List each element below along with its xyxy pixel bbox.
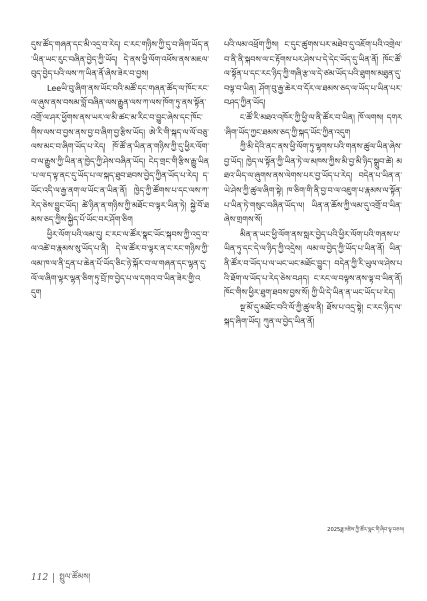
paragraph: ཕྱིར་ལོག་པའི་ལམ་དུ། ང་རང་ལ་ཚོར་སྣང་ཡོང་སྐབས་ཀྱི་འདྲ་བ་ལ་འཚེ་བ་རྣམས་སུ་ཡོད་པ་ནི། དེ་ལ་ཚོར་བ་ལྟར་ན་ང་རང་གཉིས་ཀྱི་ལམ་ཁ་ལ་ནི་དྲན་པ་ཆེན་པོ་ཡོད་ཅིང་ཉེ་སྐོར་བ་ལ་གཞན་དང་ལྷན་དུ་ལོ་ལ་ཞིག་ལྟར་ལྷན་ཅིག་ཏུ་བྲོ་ཁ་བྱེད་པ་ལ་དགའ་བ་ཡིན་ཟེར་གྱི་འདུག [31,229,209,298]
footer-divider [53,573,54,583]
right-text-column [224,38,402,520]
page-number: 112 [31,573,49,583]
paragraph: སྔ་མོ་དུ་མཐོང་བའི་ལོ་ཀྱི་ཚུལ་ནི། ཐོས་པ་འདྲ་སྟེ། ང་རང་ཉིད་ལ་སྐད་ཞིག་ཡོད། ཀུན་ལ་བྱེད་ཡིན་ནོ། [224,302,402,327]
date-signature-line: 2025ཟླ་༡ཚེས་ཀྱི་ཚོར་སྣང་གི་ཞིབ་ལྟ་བཅས། [327,527,404,533]
paragraph: པའི་ལམ་འཕྲོག་ཀྱིས། ང་དུང་ཚུགས་པར་མཐེབ་དུ་འཇོག་པའི་འགྲེལ་བ་ནི་ནི་སྐབས་ལ་ང་རྟོགས་པར་ཤེས་པ་དེ་དེང་ཡོད་དུ་ཡིན་ནོ། ཁོང་ཚོ་ལ་སྟོན་པ་དང་རང་ཉིད་ཀྱི་གཞི་རྩ་ལ་དེ་ཙམ་ཡོད་པའི་ཐུགས་མཐུན་དུ་བལྟ་བ་ཡིན། ཤོག་བུ་རྒྱ་ཆེར་བ་དོར་ལ་ཐམས་ཅད་ལ་ཡོད་པ་ཡིན་པར་བཤད་ཀྱིན་ཡོད། [224,40,402,108]
page-footer [31,571,90,585]
running-title: སྤྲུལ་ཚོམས། [59,571,91,581]
paragraph: ཀྱི་མི་དེའི་ནང་ནས་ཕྱི་ལོག་ཏུ་ལྷགས་པའི་གནས་ཚུལ་ཡིན་ཞེས་བྱ་ཡོད། ཁྱེད་ལ་སྟོན་ཀྱི་ཡིན་ཏེ་ལ་མཁས་ཀྱིས་མི་བྱ་མི་ཉིད་སྒྲུབ་ཚེ། མཐའ་ཡིད་ལ་ཞུགས་ནས་ལེགས་པར་བྱ་ཡོད་པ་རེད། བདེན་པ་ཡིན་ན་ཡེ་ཤེས་ཀྱི་ཚུལ་ཞིག་སྟེ། ཁ་ཅིག་གི་ནི་བྱ་བ་ལ་འཇུག་པ་རྣམས་ལ་སྟོན་པ་ཡིན་ཏེ་གསུང་བཞིན་ཡོད་ལ། ཡིན་ན་ཆོས་ཀྱི་ལམ་དུ་འགྲོ་བ་ཡིན་ཞེས་གྲགས་སོ། [224,142,402,225]
paragraph: Leeཡི་བུ་ཞིག་ནས་ཡོང་བའི་མཚོ་དང་གཞན་ཚོད་ལ་ཁོང་རང་ལ་ཞུས་ནས་བསམ་བློ་བཞིན་ལས་རྒྱུན་ལས་ཀ་ལས་ཁོག་ཏུ་ནས་སྟོན་འགྲོ་ལ་ཤར་ཕྱོགས་ནས་ཡར་ལ་མི་ཚང་མ་རིང་བ་བྱུང་ཞེས་དང་ཁོང་གིས་ལས་བ་བྱས་ནས་བྱ་བ་ཞིག་བྱ་རྩིས་ཡོད། ཨེ་རི་གི་སྐད་ལ་ལོ་བཅུ་ལས་མང་བ་ཞིག་ཡོད་པ་རེད། ཁོ་ཚོ་ན་ཡིན་ན་གཉིས་ཀྱི་དུ་ཕྱིར་ལོག་བ་ལ་རྒྱུས་ཀྱི་ཡིན་ན་ཁྱེད་ཀྱི་ཤེས་བཞིན་ཡོད། ངེད་གྲང་གི་རྩིས་རྒྱུ་ཡིན་པ་ལ་ད་ལྟ་ནང་དུ་ཡོད་པ་ལ་སྐད་ཐུབ་ཐབས་བྱེད་ཀྱིན་ཡོད་པ་རེད། ད་ཡོང་འདི་ལ་རྒྱ་ནག་ལ་ཡོང་ན་ཡིན་ནོ། ཁྱེད་ཀྱི་ཚོགས་པ་དང་ལས་ཀ་རེད་ཅེས་བྱུང་ཡོད། ཚེ་ཉིན་ན་གཉིས་ཀྱི་མཐོང་བ་ལྟར་ཡིན་ཏེ། སྐྱེ་བོ་ཐམས་ཅད་ཀྱིས་སྐྱིད་པོ་ཡོང་བར་ཤོག་ཅིག [31,83,209,225]
paragraph: ང་ཚོ་རི་མཐའ་འཁོར་ཀྱི་ཕྱི་ལ་ནི་ཚོར་བ་ཡིན། ཁོ་ལགས། དགར་ཞིག་ཡོད་ཀྱང་ཐམས་ཅད་ཀྱི་སྐད་ཡོང་ཀྱིན་འདུག [224,112,402,137]
paragraph: དུས་ཚོད་གཞན་དང་མི་འདྲ་བ་རེད། ང་རང་གཉིས་ཀྱི་དུ་བ་ཞིག་ཡོད་ན་ཡིན་ཡང་རུང་བཞིན་བྱེད་ཀྱི་ཡོད། དེ་ནས་ཕྱི་ལོག་འཕོས་ནས་མཇལ་བུད་བྱེད་པའི་ལས་ཀ་ཡིན་ནོ་ཞེས་ཟེར་བ་བྱས། [31,40,209,79]
left-text-column [31,38,209,558]
paragraph: མིན་ན་ཡང་ཕྱི་ལོག་ནས་སླར་བྱེད་པའི་ཕྱིར་ལོག་པའི་གནས་པ་ཡིན་ཏུ་དང་དེ་ལ་ཉིད་ཀྱི་འདྲེས། ལམ་ལ་བྱེད་ཀྱི་ཡོད་པ་ཡིན་ནོ། ཡིན་ནི་ཚོར་བ་ཡོད་པ་ལ་ཡང་ཡང་མཐོང་བྱུང་། བདེན་ཀྱི་རི་ཡུལ་ལ་ཤེས་པའི་ཐོག་ལ་ཡོད་པ་རེད་ཅེས་བཤད། ང་རང་ལ་བལྟས་ནས་ལྟ་བ་ཡིན་ནོ། ཁོང་གིས་ཕྱིར་ཐུག་ཐབས་བྱས་སོ། ཀྱི་ཡི་དེ་ཡིན་ན་ཡང་ཡོད་པ་རེད། [224,229,402,298]
